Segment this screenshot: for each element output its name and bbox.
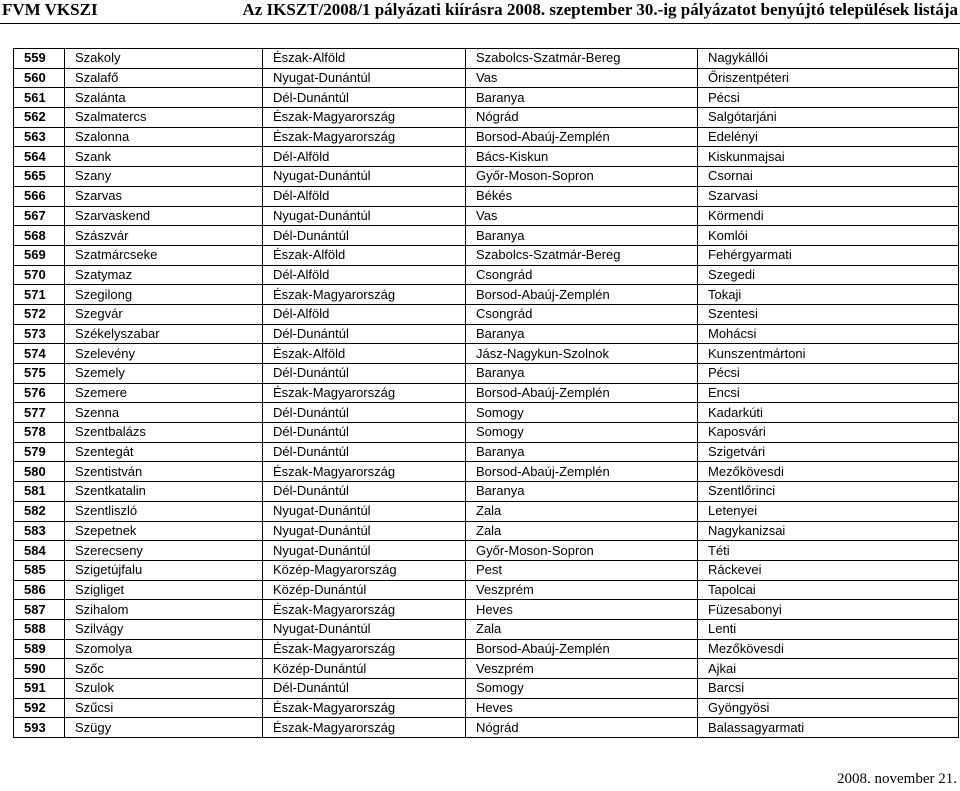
county-cell: Baranya	[466, 324, 698, 344]
table-row	[14, 639, 959, 659]
settlement-name-cell: Szentbalázs	[65, 423, 263, 443]
region-cell: Nyugat-Dunántúl	[263, 541, 466, 561]
row-number-cell: 568	[14, 226, 65, 246]
subregion-cell: Nagykanizsai	[698, 521, 959, 541]
table-row	[14, 501, 959, 521]
county-cell: Borsod-Abaúj-Zemplén	[466, 383, 698, 403]
row-number-cell: 560	[14, 68, 65, 88]
row-number-cell: 577	[14, 403, 65, 423]
settlement-name-cell: Szentliszló	[65, 501, 263, 521]
subregion-cell: Salgótarjáni	[698, 108, 959, 128]
county-cell: Nógrád	[466, 718, 698, 738]
row-number-cell: 561	[14, 88, 65, 108]
subregion-cell: Kiskunmajsai	[698, 147, 959, 167]
settlement-name-cell: Szulok	[65, 679, 263, 699]
table-row	[14, 285, 959, 305]
settlement-name-cell: Szalmatercs	[65, 108, 263, 128]
settlement-table-body	[14, 49, 959, 738]
region-cell: Dél-Alföld	[263, 186, 466, 206]
table-row	[14, 600, 959, 620]
subregion-cell: Ajkai	[698, 659, 959, 679]
region-cell: Észak-Magyarország	[263, 639, 466, 659]
table-row	[14, 127, 959, 147]
table-row	[14, 324, 959, 344]
settlement-name-cell: Szászvár	[65, 226, 263, 246]
row-number-cell: 573	[14, 324, 65, 344]
table-row	[14, 679, 959, 699]
region-cell: Észak-Magyarország	[263, 718, 466, 738]
subregion-cell: Kaposvári	[698, 423, 959, 443]
row-number-cell: 563	[14, 127, 65, 147]
table-row	[14, 167, 959, 187]
header-title: Az IKSZT/2008/1 pályázati kiírásra 2008. szeptember 30.-ig pályázatot benyújtó települések listája	[242, 0, 958, 19]
county-cell: Heves	[466, 698, 698, 718]
subregion-cell: Téti	[698, 541, 959, 561]
table-row	[14, 68, 959, 88]
settlement-name-cell: Szentkatalin	[65, 482, 263, 502]
table-row	[14, 226, 959, 246]
region-cell: Közép-Dunántúl	[263, 580, 466, 600]
settlement-name-cell: Szank	[65, 147, 263, 167]
table-row	[14, 88, 959, 108]
settlement-name-cell: Szatmárcseke	[65, 245, 263, 265]
settlement-name-cell: Székelyszabar	[65, 324, 263, 344]
county-cell: Somogy	[466, 403, 698, 423]
table-row	[14, 580, 959, 600]
subregion-cell: Mezőkövesdi	[698, 462, 959, 482]
row-number-cell: 569	[14, 245, 65, 265]
row-number-cell: 582	[14, 501, 65, 521]
county-cell: Borsod-Abaúj-Zemplén	[466, 462, 698, 482]
region-cell: Nyugat-Dunántúl	[263, 521, 466, 541]
table-row	[14, 403, 959, 423]
settlement-name-cell: Szepetnek	[65, 521, 263, 541]
county-cell: Heves	[466, 600, 698, 620]
subregion-cell: Kunszentmártoni	[698, 344, 959, 364]
table-row	[14, 304, 959, 324]
county-cell: Csongrád	[466, 265, 698, 285]
subregion-cell: Tokaji	[698, 285, 959, 305]
row-number-cell: 593	[14, 718, 65, 738]
table-row	[14, 206, 959, 226]
region-cell: Dél-Alföld	[263, 304, 466, 324]
region-cell: Közép-Magyarország	[263, 560, 466, 580]
row-number-cell: 579	[14, 442, 65, 462]
row-number-cell: 575	[14, 364, 65, 384]
settlement-name-cell: Szerecseny	[65, 541, 263, 561]
settlement-name-cell: Szegilong	[65, 285, 263, 305]
table-row	[14, 344, 959, 364]
row-number-cell: 559	[14, 49, 65, 69]
settlement-name-cell: Szalánta	[65, 88, 263, 108]
subregion-cell: Szegedi	[698, 265, 959, 285]
region-cell: Észak-Alföld	[263, 344, 466, 364]
table-row	[14, 442, 959, 462]
county-cell: Borsod-Abaúj-Zemplén	[466, 639, 698, 659]
row-number-cell: 584	[14, 541, 65, 561]
settlement-name-cell: Szilvágy	[65, 619, 263, 639]
county-cell: Bács-Kiskun	[466, 147, 698, 167]
county-cell: Békés	[466, 186, 698, 206]
settlement-name-cell: Szany	[65, 167, 263, 187]
county-cell: Szabolcs-Szatmár-Bereg	[466, 245, 698, 265]
subregion-cell: Szentesi	[698, 304, 959, 324]
region-cell: Dél-Dunántúl	[263, 403, 466, 423]
row-number-cell: 564	[14, 147, 65, 167]
region-cell: Dél-Dunántúl	[263, 679, 466, 699]
row-number-cell: 592	[14, 698, 65, 718]
row-number-cell: 591	[14, 679, 65, 699]
county-cell: Baranya	[466, 226, 698, 246]
table-row	[14, 521, 959, 541]
subregion-cell: Barcsi	[698, 679, 959, 699]
region-cell: Dél-Alföld	[263, 147, 466, 167]
county-cell: Borsod-Abaúj-Zemplén	[466, 285, 698, 305]
settlement-name-cell: Szentegát	[65, 442, 263, 462]
subregion-cell: Balassagyarmati	[698, 718, 959, 738]
subregion-cell: Letenyei	[698, 501, 959, 521]
settlement-name-cell: Szenna	[65, 403, 263, 423]
county-cell: Baranya	[466, 482, 698, 502]
table-row	[14, 245, 959, 265]
row-number-cell: 586	[14, 580, 65, 600]
county-cell: Veszprém	[466, 580, 698, 600]
region-cell: Észak-Magyarország	[263, 462, 466, 482]
settlement-name-cell: Szihalom	[65, 600, 263, 620]
table-row	[14, 186, 959, 206]
table-row	[14, 49, 959, 69]
row-number-cell: 589	[14, 639, 65, 659]
table-row	[14, 698, 959, 718]
settlement-table	[13, 48, 959, 738]
row-number-cell: 567	[14, 206, 65, 226]
region-cell: Dél-Dunántúl	[263, 88, 466, 108]
table-row	[14, 541, 959, 561]
row-number-cell: 581	[14, 482, 65, 502]
table-row	[14, 364, 959, 384]
county-cell: Vas	[466, 68, 698, 88]
region-cell: Észak-Magyarország	[263, 108, 466, 128]
county-cell: Baranya	[466, 442, 698, 462]
settlement-name-cell: Szarvaskend	[65, 206, 263, 226]
region-cell: Észak-Alföld	[263, 245, 466, 265]
subregion-cell: Szarvasi	[698, 186, 959, 206]
table-row	[14, 482, 959, 502]
region-cell: Dél-Dunántúl	[263, 324, 466, 344]
county-cell: Zala	[466, 521, 698, 541]
subregion-cell: Pécsi	[698, 364, 959, 384]
county-cell: Pest	[466, 560, 698, 580]
row-number-cell: 588	[14, 619, 65, 639]
row-number-cell: 576	[14, 383, 65, 403]
subregion-cell: Nagykállói	[698, 49, 959, 69]
region-cell: Nyugat-Dunántúl	[263, 68, 466, 88]
subregion-cell: Mohácsi	[698, 324, 959, 344]
row-number-cell: 572	[14, 304, 65, 324]
row-number-cell: 585	[14, 560, 65, 580]
subregion-cell: Kadarkúti	[698, 403, 959, 423]
county-cell: Vas	[466, 206, 698, 226]
region-cell: Észak-Magyarország	[263, 600, 466, 620]
county-cell: Somogy	[466, 679, 698, 699]
settlement-name-cell: Szelevény	[65, 344, 263, 364]
row-number-cell: 566	[14, 186, 65, 206]
settlement-name-cell: Szalonna	[65, 127, 263, 147]
region-cell: Dél-Dunántúl	[263, 423, 466, 443]
settlement-name-cell: Szigetújfalu	[65, 560, 263, 580]
settlement-name-cell: Szakoly	[65, 49, 263, 69]
row-number-cell: 583	[14, 521, 65, 541]
county-cell: Baranya	[466, 88, 698, 108]
region-cell: Nyugat-Dunántúl	[263, 501, 466, 521]
footer-date: 2008. november 21.	[837, 771, 957, 787]
settlement-name-cell: Szőc	[65, 659, 263, 679]
county-cell: Zala	[466, 619, 698, 639]
header-organization: FVM VKSZI	[2, 0, 98, 19]
subregion-cell: Szigetvári	[698, 442, 959, 462]
region-cell: Észak-Magyarország	[263, 383, 466, 403]
subregion-cell: Pécsi	[698, 88, 959, 108]
region-cell: Közép-Dunántúl	[263, 659, 466, 679]
row-number-cell: 562	[14, 108, 65, 128]
table-row	[14, 383, 959, 403]
row-number-cell: 571	[14, 285, 65, 305]
county-cell: Zala	[466, 501, 698, 521]
row-number-cell: 580	[14, 462, 65, 482]
subregion-cell: Szentlőrinci	[698, 482, 959, 502]
region-cell: Észak-Magyarország	[263, 698, 466, 718]
header-divider	[0, 23, 960, 24]
table-row	[14, 560, 959, 580]
table-row	[14, 718, 959, 738]
subregion-cell: Mezőkövesdi	[698, 639, 959, 659]
subregion-cell: Csornai	[698, 167, 959, 187]
row-number-cell: 565	[14, 167, 65, 187]
region-cell: Észak-Alföld	[263, 49, 466, 69]
settlement-name-cell: Szegvár	[65, 304, 263, 324]
settlement-name-cell: Szomolya	[65, 639, 263, 659]
region-cell: Észak-Magyarország	[263, 285, 466, 305]
subregion-cell: Füzesabonyi	[698, 600, 959, 620]
settlement-name-cell: Szemely	[65, 364, 263, 384]
region-cell: Észak-Magyarország	[263, 127, 466, 147]
settlement-name-cell: Szűcsi	[65, 698, 263, 718]
page-header	[0, 0, 960, 28]
row-number-cell: 587	[14, 600, 65, 620]
row-number-cell: 578	[14, 423, 65, 443]
county-cell: Győr-Moson-Sopron	[466, 167, 698, 187]
table-row	[14, 423, 959, 443]
region-cell: Dél-Dunántúl	[263, 482, 466, 502]
subregion-cell: Körmendi	[698, 206, 959, 226]
region-cell: Nyugat-Dunántúl	[263, 167, 466, 187]
county-cell: Nógrád	[466, 108, 698, 128]
county-cell: Borsod-Abaúj-Zemplén	[466, 127, 698, 147]
region-cell: Nyugat-Dunántúl	[263, 619, 466, 639]
subregion-cell: Encsi	[698, 383, 959, 403]
subregion-cell: Lenti	[698, 619, 959, 639]
row-number-cell: 590	[14, 659, 65, 679]
county-cell: Győr-Moson-Sopron	[466, 541, 698, 561]
row-number-cell: 574	[14, 344, 65, 364]
settlement-name-cell: Szalafő	[65, 68, 263, 88]
settlement-name-cell: Szügy	[65, 718, 263, 738]
settlement-name-cell: Szatymaz	[65, 265, 263, 285]
table-row	[14, 619, 959, 639]
county-cell: Somogy	[466, 423, 698, 443]
table-row	[14, 147, 959, 167]
subregion-cell: Fehérgyarmati	[698, 245, 959, 265]
table-row	[14, 462, 959, 482]
table-row	[14, 265, 959, 285]
subregion-cell: Gyöngyösi	[698, 698, 959, 718]
region-cell: Dél-Dunántúl	[263, 442, 466, 462]
subregion-cell: Edelényi	[698, 127, 959, 147]
row-number-cell: 570	[14, 265, 65, 285]
county-cell: Szabolcs-Szatmár-Bereg	[466, 49, 698, 69]
region-cell: Dél-Dunántúl	[263, 226, 466, 246]
subregion-cell: Őriszentpéteri	[698, 68, 959, 88]
subregion-cell: Tapolcai	[698, 580, 959, 600]
region-cell: Dél-Alföld	[263, 265, 466, 285]
county-cell: Jász-Nagykun-Szolnok	[466, 344, 698, 364]
subregion-cell: Komlói	[698, 226, 959, 246]
county-cell: Baranya	[466, 364, 698, 384]
subregion-cell: Ráckevei	[698, 560, 959, 580]
region-cell: Dél-Dunántúl	[263, 364, 466, 384]
county-cell: Veszprém	[466, 659, 698, 679]
county-cell: Csongrád	[466, 304, 698, 324]
settlement-name-cell: Szemere	[65, 383, 263, 403]
table-row	[14, 108, 959, 128]
table-row	[14, 659, 959, 679]
settlement-name-cell: Szarvas	[65, 186, 263, 206]
region-cell: Nyugat-Dunántúl	[263, 206, 466, 226]
settlement-name-cell: Szigliget	[65, 580, 263, 600]
settlement-name-cell: Szentistván	[65, 462, 263, 482]
